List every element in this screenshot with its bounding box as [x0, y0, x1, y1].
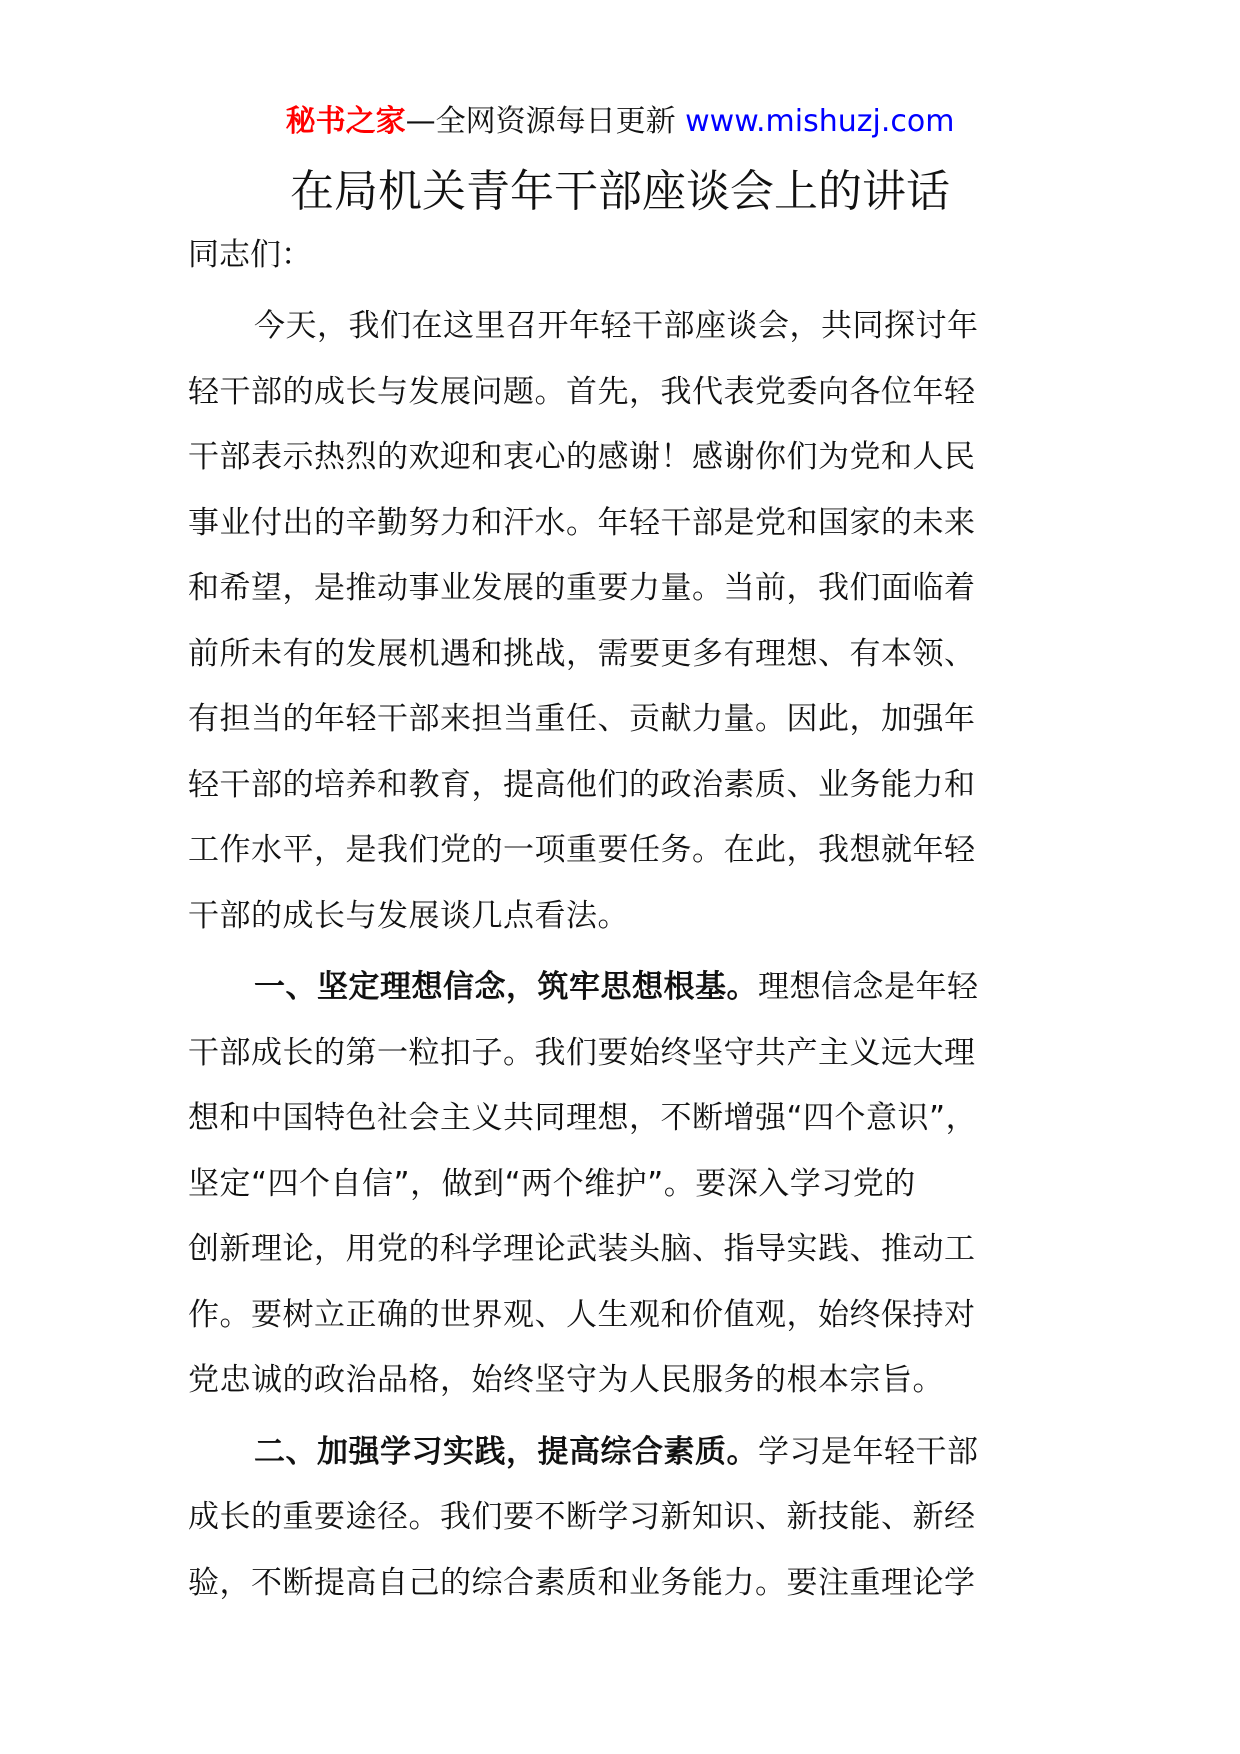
text-line: 干部的成长与发展谈几点看法。: [188, 897, 629, 934]
paragraph-section-one: [188, 955, 1058, 1414]
text-line: 创新理论，用党的科学理论武装头脑、指导实践、推动工: [188, 1231, 976, 1267]
paragraph-section-two: [188, 1420, 1058, 1617]
paragraph-intro: [188, 294, 1058, 949]
text-line: 干部表示热烈的欢迎和衷心的感谢！感谢你们为党和人民: [188, 439, 976, 475]
text-line: 想和中国特色社会主义共同理想，不断增强“四个意识”，: [188, 1100, 978, 1136]
section-first-line: [188, 1420, 1058, 1486]
text-line: 前所未有的发展机遇和挑战，需要更多有理想、有本领、: [188, 635, 976, 672]
text-line: 验，不断提高自己的综合素质和业务能力。要注重理论学: [188, 1564, 976, 1601]
text-line: 成长的重要途径。我们要不断学习新知识、新技能、新经: [188, 1499, 976, 1535]
text-line: 轻干部的培养和教育，提高他们的政治素质、业务能力和: [188, 766, 976, 803]
document-body: [188, 294, 1058, 1622]
site-url-link[interactable]: www.mishuzj.com: [685, 104, 955, 139]
text-line: 事业付出的辛勤努力和汗水。年轻干部是党和国家的未来: [188, 504, 976, 541]
text-line: 今天，我们在这里召开年轻干部座谈会，共同探讨年: [254, 308, 979, 344]
text-line: 工作水平，是我们党的一项重要任务。在此，我想就年轻: [188, 832, 976, 868]
salutation: 同志们：: [188, 237, 312, 273]
site-header: [0, 102, 1240, 142]
section-first-line: [188, 955, 1058, 1021]
section-heading-one: 一、坚定理想信念，筑牢思想根基。: [254, 969, 758, 1005]
text-line: 党忠诚的政治品格，始终坚守为人民服务的根本宗旨。: [188, 1362, 944, 1398]
text-line: 坚定“四个自信”，做到“两个维护”。要深入学习党的: [188, 1165, 916, 1202]
section-heading-rest: 理想信念是年轻: [758, 969, 979, 1005]
site-name: 秘书之家: [285, 104, 406, 139]
text-line: 干部成长的第一粒扣子。我们要始终坚守共产主义远大理: [188, 1034, 976, 1071]
document-title: 在局机关青年干部座谈会上的讲话: [290, 166, 950, 217]
section-heading-rest: 学习是年轻干部: [758, 1433, 979, 1470]
section-heading-two: 二、加强学习实践，提高综合素质。: [254, 1433, 758, 1470]
site-slogan: —全网资源每日更新: [405, 104, 686, 139]
text-line: 作。要树立正确的世界观、人生观和价值观，始终保持对: [188, 1296, 976, 1333]
text-line: 和希望，是推动事业发展的重要力量。当前，我们面临着: [188, 570, 976, 606]
text-line: 有担当的年轻干部来担当重任、贡献力量。因此，加强年: [188, 701, 976, 737]
text-line: 轻干部的成长与发展问题。首先，我代表党委向各位年轻: [188, 373, 976, 410]
